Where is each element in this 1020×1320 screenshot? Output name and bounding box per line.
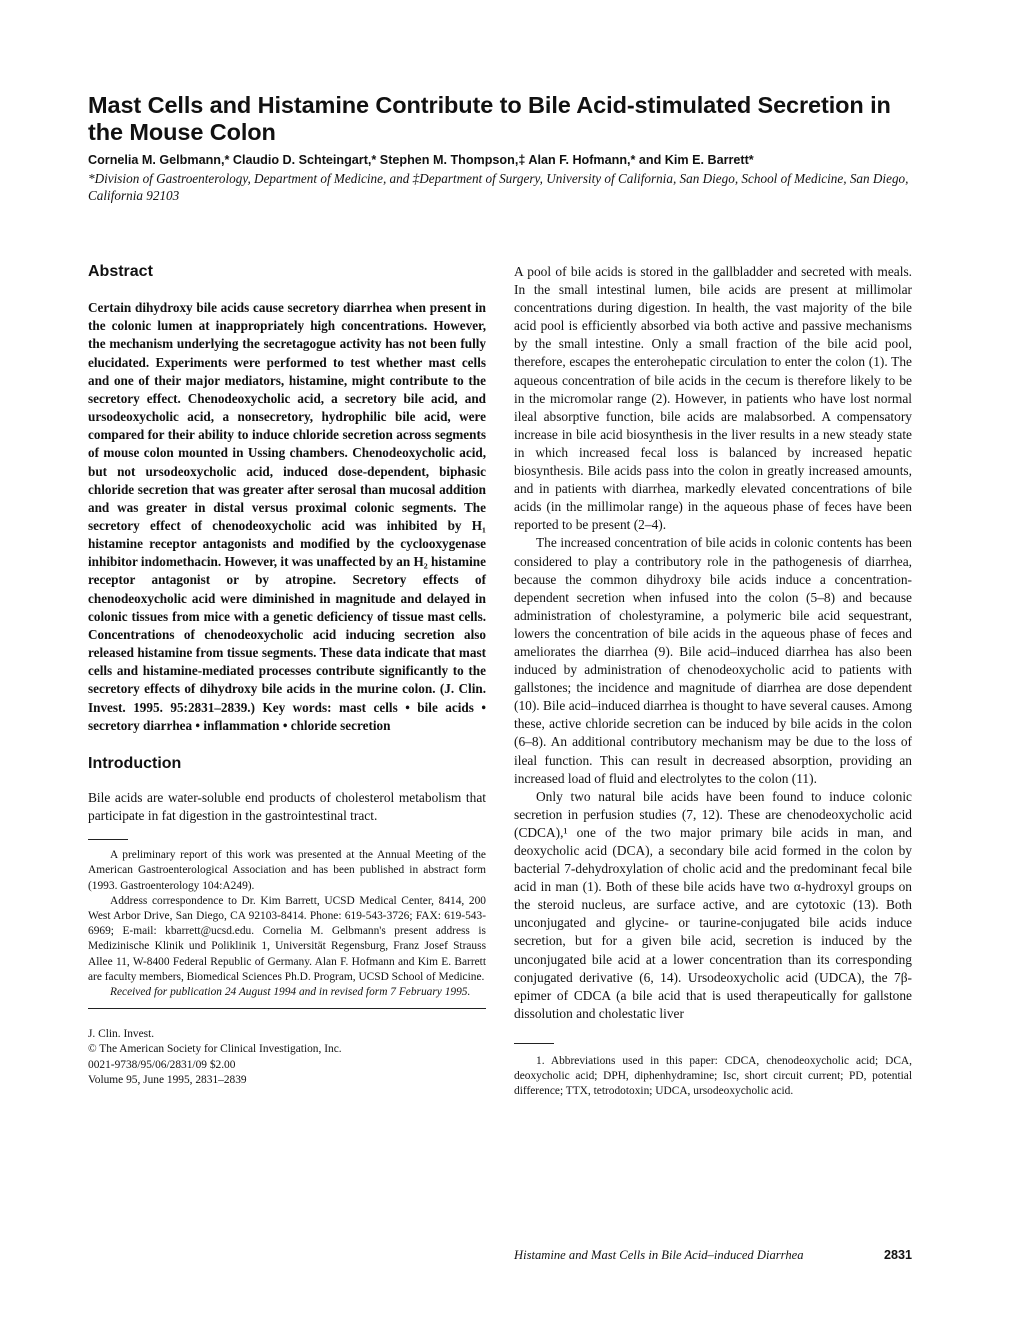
copyright-line: © The American Society for Clinical Investigation, Inc. — [88, 1043, 342, 1056]
footnote-divider — [88, 839, 128, 840]
preliminary-report-note: A preliminary report of this work was presented at the Annual Meeting of the American Gastroenterological Association and has been published in abstract form (1993. Gastroenterology 104:A249). — [88, 849, 486, 892]
page-number: 2831 — [883, 1248, 912, 1262]
abstract-body: Certain dihydroxy bile acids cause secretory diarrhea when present in the colonic lumen at inappropriately high concentrations. However, the mechanism underlying the secretagogue activity has not been fully elucidated. Experiments were performed to test whether mast cells and one of their major mediators, histamine, might contribute to the secretory effect. Chenodeoxycholic acid, a secretory bile acid, and ursodeoxycholic acid, a nonsecretory, hydrophilic bile acid, were compared for their ability to induce chloride secretion across segments of mouse colon mounted in Ussing chambers. Chenodeoxycholic acid, but not ursodeoxycholic acid, induced dose-dependent, biphasic chloride secretion that was greater after serosal than mucosal addition and was greater in distal versus proximal colonic segments. The secretory effect of chenodeoxycholic acid was inhibited by H₁ histamine receptor antagonists and modified by the cyclooxygenase inhibitor indomethacin. However, it was unaffected by an H₂ histamine receptor antagonist or by atropine. Secretory effects of chenodeoxycholic acid were diminished in magnitude and delayed in colonic tissues from mice with a genetic deficiency of tissue mast cells. Concentrations of chenodeoxycholic acid inducing secretion also released histamine from tissue segments. These data indicate that mast cells and histamine-mediated processes contribute significantly to the secretory effects of dihydroxy bile acids in the murine colon. (J. Clin. Invest. 1995. 95:2831–2839.) Key words: mast cells • bile acids • secretory diarrhea • inflammation • chloride secretion — [88, 300, 486, 733]
journal-info-divider — [88, 1008, 486, 1009]
left-column — [88, 263, 486, 1088]
intro-paragraph-3: Only two natural bile acids have been found to induce colonic secretion in perfusion studies (7, 12). These are chenodeoxycholic acid (CDCA),¹ one of the two major primary bile acids in man, and deoxycholic acid (DCA), a secondary bile acid formed in the colon by bacterial 7-dehydroxylation of cholic acid and the predominant fecal bile acid in man (1). Both of these bile acids have two α-hydroxyl groups on the steroid nucleus, are surface active, and are cytotoxic (13). Both unconjugated and glycine- or taurine-conjugated bile acids induce secretion, but for a given bile acid, secretion is induced by the unconjugated bile acid at a lower concentration than its corresponding conjugated derivative (6, 14). Ursodeoxycholic acid (UDCA), the 7β-epimer of CDCA (a bile acid that is used therapeutically for gallstone dissolution and cholestatic liver — [514, 788, 912, 1021]
volume-line: Volume 95, June 1995, 2831–2839 — [88, 1073, 247, 1086]
intro-paragraph-1: A pool of bile acids is stored in the gallbladder and secreted with meals. In the small intestinal lumen, bile acids are present at millimolar concentrations during digestion. In health, the vast majority of the bile acid pool is efficiently absorbed via both active and passive mechanisms by the small intestine. Only a small fraction of the bile acid pool, therefore, escapes the enterohepatic circulation to enter the colon (1). The aqueous concentration of bile acids in the cecum is therefore likely to be in the micromolar range (2). However, in patients who have lost normal ileal absorptive function, bile acids are malabsorbed. A compensatory increase in bile acid biosynthesis in the liver results in a new steady state in which increased fecal loss is balanced by increased hepatic biosynthesis. Bile acids pass into the colon in greatly increased amounts, and in patients with diarrhea, markedly elevated concentrations of bile acids (in the millimolar range) in the aqueous phase of feces have been reported to be present (2–4). — [514, 264, 912, 533]
right-column — [514, 263, 912, 1100]
abbreviation-footnote: 1. Abbreviations used in this paper: CDCA, chenodeoxycholic acid; DCA, deoxycholic acid; DPH, diphenhydramine; Isc, short circuit current; PD, potential difference; TTX, tetrodotoxin; UDCA, ursodeoxycholic acid. — [514, 1054, 912, 1098]
introduction-heading: Introduction — [88, 754, 182, 772]
left-footnotes — [88, 848, 486, 1000]
article-title: Mast Cells and Histamine Contribute to Bile Acid-stimulated Secretion in the Mouse Colon — [88, 92, 891, 145]
abbreviation-footnote-divider — [514, 1043, 554, 1044]
intro-paragraph-2: The increased concentration of bile acids in colonic contents has been considered to play a contributory role in the pathogenesis of diarrhea, because the common dihydroxy bile acids induce a concentration-dependent secretion when infused into the colon (5–8) and because administration of cholestyramine, a polymeric bile acid sequestrant, lowers the concentration of bile acids in the aqueous phase of feces and ameliorates the diarrhea (9). Bile acid–induced diarrhea has also been induced by administration of chenodeoxycholic acid to patients with gallstones; the incidence and magnitude of diarrhea are dose dependent (10). Bile acid–induced diarrhea is thought to have several causes. Among these, active chloride secretion can be induced by bile acids in the colon (6–8). An additional contributory mechanism may be due to the loss of ileal function. This can result in decreased absorption, providing an increased load of fluid and electrolytes to the colon (11). — [514, 535, 912, 786]
issn-line: 0021-9738/95/06/2831/09 $2.00 — [88, 1058, 236, 1071]
journal-info — [88, 1027, 486, 1088]
received-note: Received for publication 24 August 1994 and in revised form 7 February 1995. — [110, 985, 471, 998]
abstract-heading: Abstract — [88, 263, 153, 280]
affiliation: *Division of Gastroenterology, Department of Medicine, and ‡Department of Surgery, University of California, San Diego, School of Medicine, San Diego, California 92103 — [88, 171, 909, 203]
journal-name: J. Clin. Invest. — [88, 1028, 155, 1041]
author-list: Cornelia M. Gelbmann,* Claudio D. Schteingart,* Stephen M. Thompson,‡ Alan F. Hofmann,* and Kim E. Barrett* — [88, 153, 754, 167]
running-title: Histamine and Mast Cells in Bile Acid–induced Diarrhea — [514, 1248, 804, 1262]
introduction-paragraph: Bile acids are water-soluble end products of cholesterol metabolism that participate in fat digestion in the gastrointestinal tract. — [88, 789, 486, 824]
correspondence-note: Address correspondence to Dr. Kim Barrett, UCSD Medical Center, 8414, 200 West Arbor Drive, San Diego, CA 92103-8414. Phone: 619-543-3726; FAX: 619-543-6969; E-mail: kbarrett@ucsd.edu. Cornelia M. Gelbmann's present address is Medizinische Klinik und Poliklinik 1, Universität Regensburg, Franz Josef Strauss Allee 11, W-8400 Federal Republic of Germany. Alan F. Hofmann and Kim E. Barrett are faculty members, Biomedical Sciences Ph.D. Program, UCSD School of Medicine. — [88, 894, 486, 983]
